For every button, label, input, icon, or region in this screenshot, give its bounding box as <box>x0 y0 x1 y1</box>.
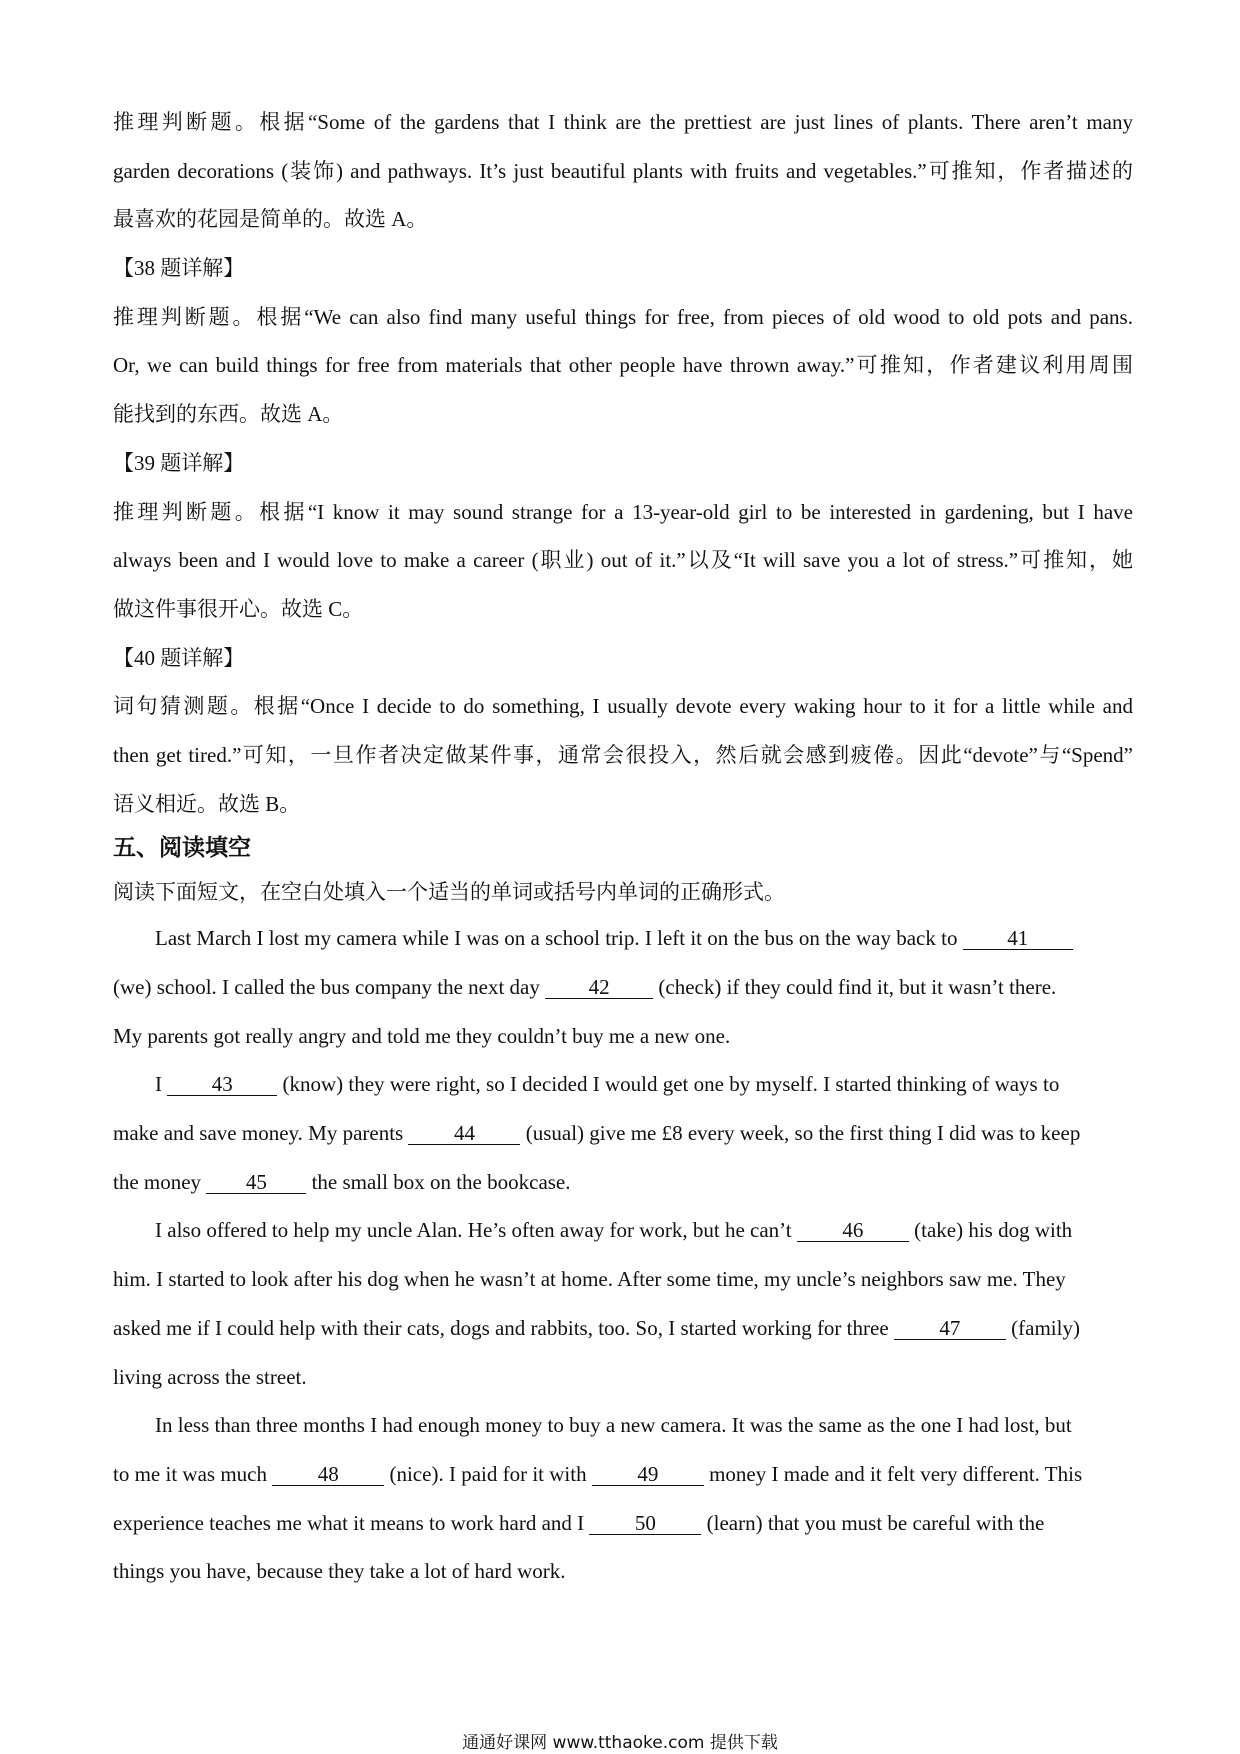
page-footer: 通通好课网 www.tthaoke.com 提供下载 <box>462 1733 778 1753</box>
passage-p2-line-3 <box>113 1158 1133 1207</box>
q37-line-3: 最喜欢的花园是简单的。故选 A。 <box>113 207 428 232</box>
q37-line-2: garden decorations (装饰) and pathways. It’s just beautiful plants with fruits and vegetables.”可推知，作者描述的 <box>113 158 1133 183</box>
passage-p4-line-1: In less than three months I had enough money to buy a new camera. It was the same as the one I had lost, but <box>155 1413 1072 1438</box>
q39-line-3: 做这件事很开心。故选 C。 <box>113 596 364 621</box>
passage-text: asked me if I could help with their cats, dogs and rabbits, too. So, I started working for three <box>113 1315 894 1340</box>
blank-49[interactable]: 49 <box>592 1463 704 1486</box>
blank-41[interactable]: 41 <box>963 927 1073 950</box>
section-instruction: 阅读下面短文，在空白处填入一个适当的单词或括号内单词的正确形式。 <box>113 880 785 905</box>
passage-text: (check) if they could find it, but it wasn’t there. <box>653 975 1057 999</box>
passage-text: (learn) that you must be careful with the <box>701 1510 1045 1535</box>
passage-text: Last March I lost my camera while I was on a school trip. I left it on the bus on the way back to <box>155 926 963 951</box>
q40-line-2: then get tired.”可知，一旦作者决定做某件事，通常会很投入，然后就会感到疲倦。因此“devote”与“Spend” <box>113 742 1133 767</box>
passage-text: the money <box>113 1169 207 1194</box>
passage-p1-line-1 <box>113 914 1133 963</box>
q40-heading: 【40 题详解】 <box>113 645 245 670</box>
blank-44[interactable]: 44 <box>408 1122 520 1145</box>
q39-line-1: 推理判断题。根据“I know it may sound strange for a 13-year-old girl to be interested in gardening, but I have <box>113 499 1133 524</box>
passage-p1-line-2 <box>113 963 1133 1012</box>
q38-line-2: Or, we can build things for free from materials that other people have thrown away.”可推知，作者建议利用周围 <box>113 353 1133 378</box>
passage-text: (know) they were right, so I decided I would get one by myself. I started thinking of ways to <box>277 1072 1060 1097</box>
passage-text: I <box>155 1072 168 1097</box>
document-content <box>113 98 1133 1596</box>
passage-p3-line-4: living across the street. <box>113 1364 307 1389</box>
q40-line-3: 语义相近。故选 B。 <box>113 791 301 816</box>
q39-heading: 【39 题详解】 <box>113 450 245 475</box>
passage-text: I also offered to help my uncle Alan. He’s often away for work, but he can’t <box>155 1218 797 1243</box>
blank-46[interactable]: 46 <box>797 1219 909 1242</box>
passage-p2-line-1 <box>113 1060 1133 1109</box>
passage-text: (nice). I paid for it with <box>384 1461 592 1486</box>
passage-text: the small box on the bookcase. <box>306 1169 571 1194</box>
passage-p4-line-4: things you have, because they take a lot of hard work. <box>113 1559 566 1584</box>
passage-text: (take) his dog with <box>908 1218 1073 1243</box>
passage-text: to me it was much <box>113 1461 273 1486</box>
blank-43[interactable]: 43 <box>167 1073 277 1096</box>
passage-text: experience teaches me what it means to work hard and I <box>113 1510 590 1535</box>
passage-text: money I made and it felt very different. This <box>703 1461 1083 1486</box>
section-title: 五、阅读填空 <box>113 835 251 862</box>
q38-line-3: 能找到的东西。故选 A。 <box>113 402 344 427</box>
blank-47[interactable]: 47 <box>894 1317 1006 1340</box>
passage-p3-line-3 <box>113 1304 1133 1353</box>
passage-text: (usual) give me £8 every week, so the first thing I did was to keep <box>520 1121 1081 1146</box>
passage-text: (family) <box>1005 1315 1080 1340</box>
passage-text: make and save money. My parents <box>113 1121 409 1146</box>
passage-p4-line-2 <box>113 1450 1133 1499</box>
passage-p4-line-3 <box>113 1499 1133 1548</box>
passage-p3-line-2: him. I started to look after his dog when he wasn’t at home. After some time, my uncle’s neighbors saw me. They <box>113 1267 1066 1292</box>
q37-line-1: 推理判断题。根据“Some of the gardens that I think are the prettiest are just lines of plants. There aren’t many <box>113 110 1133 134</box>
blank-45[interactable]: 45 <box>206 1171 306 1194</box>
blank-50[interactable]: 50 <box>589 1512 701 1535</box>
blank-48[interactable]: 48 <box>272 1463 384 1486</box>
q39-line-2: always been and I would love to make a career (职业) out of it.”以及“It will save you a lot of stress.”可推知，她 <box>113 548 1133 573</box>
passage-p3-line-1 <box>113 1206 1133 1255</box>
blank-42[interactable]: 42 <box>545 976 653 999</box>
q38-heading: 【38 题详解】 <box>113 256 245 281</box>
passage-p1-line-3: My parents got really angry and told me they couldn’t buy me a new one. <box>113 1023 731 1048</box>
passage-p2-line-2 <box>113 1109 1133 1158</box>
q40-line-1: 词句猜测题。根据“Once I decide to do something, I usually devote every waking hour to it for a little while and <box>113 694 1133 719</box>
q38-line-1: 推理判断题。根据“We can also find many useful things for free, from pieces of old wood to old pots and pans. <box>113 304 1133 329</box>
passage-text: (we) school. I called the bus company the next day <box>113 975 546 999</box>
